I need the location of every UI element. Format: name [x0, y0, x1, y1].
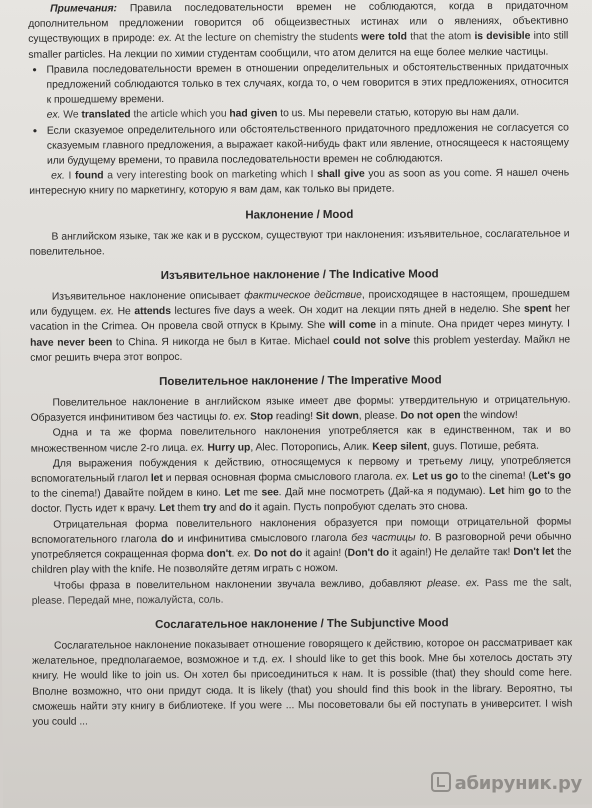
note-bullets-2 — [29, 120, 569, 169]
subjunctive-paragraph: Сослагательное наклонение показывает отношение говорящего к действию, которое он рассматривает как желательное, предполагаемое, возможное и т.д. ex. I should like to get this book. Мне бы хотелось достать эту книгу. He would like to join us. Он хотел бы присоединиться к нам. It is possible (that) they should come here. Вполне возможно, что они придут сюда. It is likely (that) you should find this book in the library. Вероятно, ты сможешь найти эту книгу в библиотеке. If you were ... Мы посоветовали бы ей поступать в университет. I wish you could ... — [32, 635, 573, 730]
bullet-item: • Если сказуемое определительного или обстоятельственного придаточного предложения не согласуется со сказуемым главного предложения, а выражает какой-нибудь факт или явление, относящееся к настоящему или будущему времени, то правила последовательности времен не соблюдаются. — [29, 120, 569, 169]
imperative-paragraph-3: Для выражения побуждения к действию, относящемуся к первому и третьему лицу, употребляется вспомогательный глагол let и первая основная форма смыслового глагола. ex. Let us go to the cinema! (Let's go to the cinema!) Давайте пойдем в кино. Let me see. Дай мне посмотреть (Дай-ка я подумаю). Let him go to the doctor. Пусть идет к врачу. Let them try and do it again. Пусть попробуют сделать это снова. — [31, 453, 571, 517]
imperative-paragraph-1: Повелительное наклонение в английском языке имеет две формы: утвердительную и отрицательную. Образуется инфинитивом без частицы to. ex. Stop reading! Sit down, please. Do not open the window! — [30, 393, 570, 427]
note-label: Примечания: — [50, 3, 117, 14]
example-line: ex. We translated the article which you had given to us. Мы перевели статью, которую вы нам дали. — [29, 105, 569, 124]
watermark-logo-icon — [431, 772, 451, 792]
heading-imperative: Повелительное наклонение / The Imperative Mood — [30, 372, 570, 391]
bullet-item: • Правила последовательности времен в отношении определительных и обстоятельственных придаточных предложений соблюдаются только в тех случаях, когда то, о чем говорится в этих предложениях, относится к прошедшему времени. — [28, 59, 568, 108]
note-paragraph: Примечания: Правила последовательности времен не соблюдаются, когда в придаточном дополнительном предложении говорится об общеизвестных истинах или о явлениях, объективно существующих в природе: ex. At the lecture on chemistry the students were told that the atom is devisible into still smaller particles. На лекции по химии студентам сообщили, что атом делится на еще более мелкие частицы. — [28, 0, 568, 63]
imperative-paragraph-4: Отрицательная форма повелительного наклонения образуется при помощи отрицательной формы вспомогательного глагола do и инфинитива смыслового глагола без частицы to. В разговорной речи обычно употребляется сокращенная форма don't. ex. Do not do it again! (Don't do it again!) Не делайте так! Don't let the children play with the knife. Не позволяйте детям играть с ножом. — [31, 514, 571, 578]
heading-subjunctive: Сослагательное наклонение / The Subjunctive Mood — [32, 614, 572, 633]
page-text — [28, 0, 572, 730]
indicative-paragraph: Изъявительное наклонение описывает фактическое действие, происходящее в настоящем, прошедшем или будущем. ex. He attends lectures five days a week. Он ходит на лекции пять дней в неделю. She spent her vacation in the Crimea. Он провела свой отпуск в Крыму. She will come in a minute. Она придет через минуту. I have never been to China. Я никогда не был в Китае. Michael could not solve this problem yesterday. Майкл не смог решить вчера этот вопрос. — [30, 287, 570, 366]
heading-mood: Наклонение / Mood — [29, 205, 569, 224]
imperative-paragraph-2: Одна и та же форма повелительного наклонения употребляется как в единственном, так и во множественном числе 2-го лица. ex. Hurry up, Alec. Поторопись, Алик. Keep silent, guys. Потише, ребята. — [31, 423, 571, 457]
mood-paragraph: В английском языке, так же как и в русском, существуют три наклонения: изъявительное, сослагательное и повелительное. — [29, 226, 569, 260]
site-watermark — [431, 772, 582, 794]
watermark-text: абируник.ру — [455, 773, 582, 794]
heading-indicative: Изъявительное наклонение / The Indicative Mood — [30, 266, 570, 285]
note-bullets — [28, 59, 568, 108]
example-line: ex. I found a very interesting book on marketing which I shall give you as soon as you come. Я нашел очень интересную книгу по маркетингу, которую я вам дам, как только вы придете. — [29, 166, 569, 200]
imperative-paragraph-5: Чтобы фраза в повелительном наклонении звучала вежливо, добавляют please. ex. Pass me the salt, please. Передай мне, пожалуйста, соль. — [32, 575, 572, 609]
